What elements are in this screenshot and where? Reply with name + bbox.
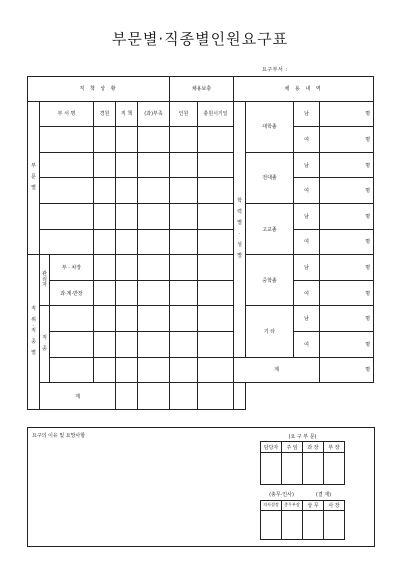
unit: 명: [320, 178, 374, 204]
dept-row-cell[interactable]: [40, 127, 94, 153]
data-cell[interactable]: [138, 152, 170, 178]
data-cell[interactable]: [170, 204, 198, 230]
data-cell[interactable]: [94, 332, 116, 358]
unit: 명: [320, 306, 374, 332]
unit: 명: [320, 101, 374, 127]
manager-label: 관 리 자: [40, 255, 50, 306]
data-cell[interactable]: [198, 127, 234, 153]
signature-cell[interactable]: [282, 452, 303, 484]
edu-level-4: 중학졸: [246, 255, 294, 306]
data-cell[interactable]: [116, 357, 138, 383]
main-request-table: [27, 76, 374, 410]
section-dept-label: 부 문 별: [28, 101, 40, 255]
document-title: 부문별·직종별인원요구표: [111, 30, 289, 48]
col-period: 충원시기일: [198, 101, 234, 127]
data-cell[interactable]: [116, 255, 138, 281]
data-cell[interactable]: [198, 306, 234, 332]
data-cell[interactable]: [116, 306, 138, 332]
data-cell[interactable]: [170, 127, 198, 153]
unit: 명: [320, 357, 374, 383]
edu-side-label: 학 력 별 · 성 별: [234, 101, 246, 357]
data-cell[interactable]: [116, 178, 138, 204]
data-cell[interactable]: [116, 280, 138, 306]
data-cell[interactable]: [170, 332, 198, 358]
hr-col-decision: 의사결정: [261, 500, 282, 510]
data-cell[interactable]: [138, 357, 170, 383]
data-cell[interactable]: [94, 204, 116, 230]
approval-title: (요 구 부 문): [288, 433, 317, 440]
data-cell[interactable]: [170, 357, 198, 383]
data-cell[interactable]: [138, 178, 170, 204]
gender-m: 남: [294, 152, 320, 178]
gender-f: 여: [294, 280, 320, 306]
header-headcount: 채용보충: [170, 77, 234, 102]
gender-f: 여: [294, 229, 320, 255]
data-cell[interactable]: [94, 255, 116, 281]
data-cell[interactable]: [116, 204, 138, 230]
data-cell[interactable]: [170, 152, 198, 178]
data-cell[interactable]: [170, 383, 198, 410]
data-cell[interactable]: [198, 332, 234, 358]
manager-row-section: 과·계·반장: [50, 280, 94, 306]
approval-col-chief: 주 임: [282, 442, 303, 453]
unit: 명: [320, 152, 374, 178]
data-cell[interactable]: [94, 178, 116, 204]
gender-f: 여: [294, 127, 320, 153]
edu-level-5: 기 타: [246, 306, 294, 357]
data-cell[interactable]: [170, 306, 198, 332]
data-cell[interactable]: [234, 383, 246, 410]
blank-area: [246, 383, 374, 410]
signature-cell[interactable]: [303, 452, 324, 484]
unit: 명: [320, 229, 374, 255]
data-cell[interactable]: [198, 383, 234, 410]
gender-f: 여: [294, 178, 320, 204]
dept-row-cell[interactable]: [40, 152, 94, 178]
data-cell[interactable]: [138, 280, 170, 306]
data-cell[interactable]: [198, 152, 234, 178]
unit: 명: [320, 280, 374, 306]
data-cell[interactable]: [94, 152, 116, 178]
col-current: 경원: [94, 101, 116, 127]
edu-total-label: 계: [234, 357, 320, 383]
data-cell[interactable]: [50, 332, 94, 358]
gender-f: 여: [294, 332, 320, 358]
data-cell[interactable]: [138, 127, 170, 153]
data-cell[interactable]: [138, 229, 170, 255]
total-label: 계: [40, 383, 116, 410]
data-cell[interactable]: [116, 152, 138, 178]
col-hired: 인원: [170, 101, 198, 127]
approval-col-director: 부 장: [324, 442, 345, 453]
data-cell[interactable]: [50, 306, 94, 332]
edu-level-2: 전대졸: [246, 152, 294, 203]
data-cell[interactable]: [198, 255, 234, 281]
data-cell[interactable]: [116, 229, 138, 255]
data-cell[interactable]: [170, 229, 198, 255]
edu-level-1: 대학졸: [246, 101, 294, 152]
data-cell[interactable]: [170, 255, 198, 281]
data-cell[interactable]: [198, 229, 234, 255]
reason-label: 요구의 이유 및 요망사항: [32, 433, 86, 439]
col-excess: (과)부족: [138, 101, 170, 127]
approval-col-staff: 담당자: [261, 442, 282, 453]
signature-cell[interactable]: [324, 511, 345, 540]
data-cell[interactable]: [138, 204, 170, 230]
data-cell[interactable]: [170, 280, 198, 306]
data-cell[interactable]: [116, 332, 138, 358]
approval-table: [260, 431, 345, 485]
decision-table: [260, 490, 345, 540]
dept-row-cell[interactable]: [40, 178, 94, 204]
hr-title: (총무·인사): [269, 492, 294, 499]
col-position: 직 책: [116, 101, 138, 127]
decision-col-president: 사 장: [324, 500, 345, 510]
worker-label: 직 종: [40, 306, 50, 383]
data-cell[interactable]: [198, 357, 234, 383]
data-cell[interactable]: [198, 178, 234, 204]
unit: 명: [320, 204, 374, 230]
gender-m: 남: [294, 306, 320, 332]
data-cell[interactable]: [198, 204, 234, 230]
data-cell[interactable]: [94, 280, 116, 306]
data-cell[interactable]: [94, 127, 116, 153]
signature-cell[interactable]: [261, 511, 282, 540]
data-cell[interactable]: [116, 383, 138, 410]
signature-cell[interactable]: [303, 511, 324, 540]
dept-row-cell[interactable]: [40, 204, 94, 230]
dept-row-cell[interactable]: [40, 229, 94, 255]
approval-col-manager: 과 장: [303, 442, 324, 453]
data-cell[interactable]: [94, 357, 116, 383]
data-cell[interactable]: [94, 229, 116, 255]
signature-cell[interactable]: [324, 452, 345, 484]
header-education: 채 용 내 역: [234, 77, 374, 102]
hr-col-general: 총무부장: [282, 500, 303, 510]
data-cell[interactable]: [170, 178, 198, 204]
gender-m: 남: [294, 255, 320, 281]
data-cell[interactable]: [138, 255, 170, 281]
manager-row-director: 부 · 차장: [50, 255, 94, 281]
data-cell[interactable]: [138, 332, 170, 358]
data-cell[interactable]: [138, 383, 170, 410]
signature-cell[interactable]: [261, 452, 282, 484]
requesting-dept-label: 요구부서 :: [262, 67, 288, 73]
section-job-label: 직 위 · 직 종 별: [28, 255, 40, 410]
data-cell[interactable]: [198, 280, 234, 306]
decision-col-executive: 상 무: [303, 500, 324, 510]
header-position-status: 직 책 상 황: [28, 77, 170, 102]
decision-title: (결 재): [315, 492, 332, 499]
gender-m: 남: [294, 101, 320, 127]
unit: 명: [320, 127, 374, 153]
data-cell[interactable]: [94, 306, 116, 332]
unit: 명: [320, 255, 374, 281]
signature-cell[interactable]: [282, 511, 303, 540]
data-cell[interactable]: [116, 127, 138, 153]
gender-m: 남: [294, 204, 320, 230]
unit: 명: [320, 332, 374, 358]
edu-level-3: 고교졸: [246, 204, 294, 255]
data-cell[interactable]: [138, 306, 170, 332]
data-cell[interactable]: [50, 357, 94, 383]
col-dept-name: 부 서 명: [40, 101, 94, 127]
